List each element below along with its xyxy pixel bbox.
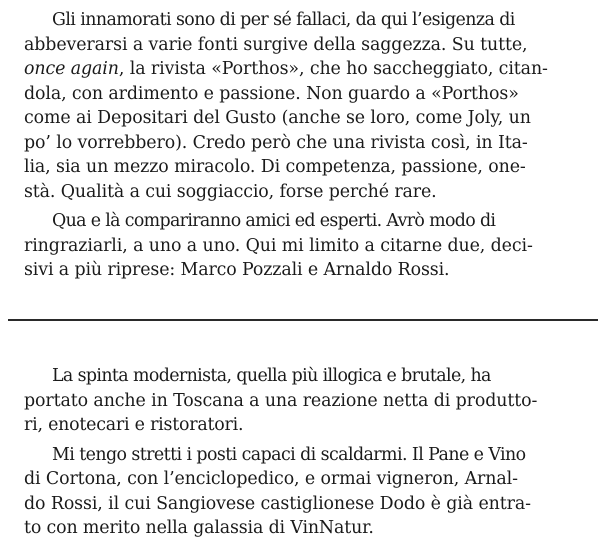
text-line: po’ lo vorrebbero). Credo però che una rivista così, in Ita- <box>24 132 528 153</box>
text-line: Qua e là compariranno amici ed esperti. Avrò modo di <box>52 211 496 231</box>
paragraph-innamorati <box>24 8 590 204</box>
text-line: Gli innamorati sono di per sé fallaci, da qui l’esigenza di <box>52 10 515 30</box>
text-line: lia, sia un mezzo miracolo. Di competenza, passione, one- <box>24 157 526 177</box>
text-line: dola, con ardimento e passione. Non guardo a «Porthos» <box>24 83 519 104</box>
paragraph-amici <box>24 209 590 283</box>
text-line: stà. Qualità a cui soggiaccio, forse perché rare. <box>24 181 437 202</box>
text-line: come ai Depositari del Gusto (anche se loro, come Joly, un <box>24 108 531 128</box>
text-line: abbeverarsi a varie fonti surgive della saggezza. Su tutte, <box>24 34 528 55</box>
italic-phrase: once again <box>24 59 119 79</box>
text-line: di Cortona, con l’enciclopedico, e ormai vigneron, Arnal- <box>24 469 518 489</box>
text-line: sivi a più riprese: Marco Pozzali e Arnaldo Rossi. <box>24 260 450 280</box>
text-line: La spinta modernista, quella più illogica e brutale, ha <box>52 366 491 386</box>
text-line-rest: , la rivista «Porthos», che ho saccheggiato, citan- <box>118 59 548 79</box>
top-text-block <box>24 8 590 288</box>
text-line: portato anche in Toscana a una reazione netta di produtto- <box>24 390 538 411</box>
paragraph-cortona <box>24 443 590 541</box>
text-line: ringraziarli, a uno a uno. Qui mi limito a citarne due, deci- <box>24 235 533 256</box>
text-line: ri, enotecari e ristoratori. <box>24 415 244 435</box>
bottom-text-block <box>24 364 590 546</box>
text-line: do Rossi, il cui Sangiovese castiglionese Dodo è già entra- <box>24 493 531 514</box>
text-line: Mi tengo stretti i posti capaci di scaldarmi. Il Pane e Vino <box>52 444 526 465</box>
paragraph-spinta <box>24 364 590 438</box>
section-divider <box>8 319 598 321</box>
text-line: to con merito nella galassia di VinNatur. <box>24 518 374 538</box>
text-line-mixed <box>24 57 590 82</box>
